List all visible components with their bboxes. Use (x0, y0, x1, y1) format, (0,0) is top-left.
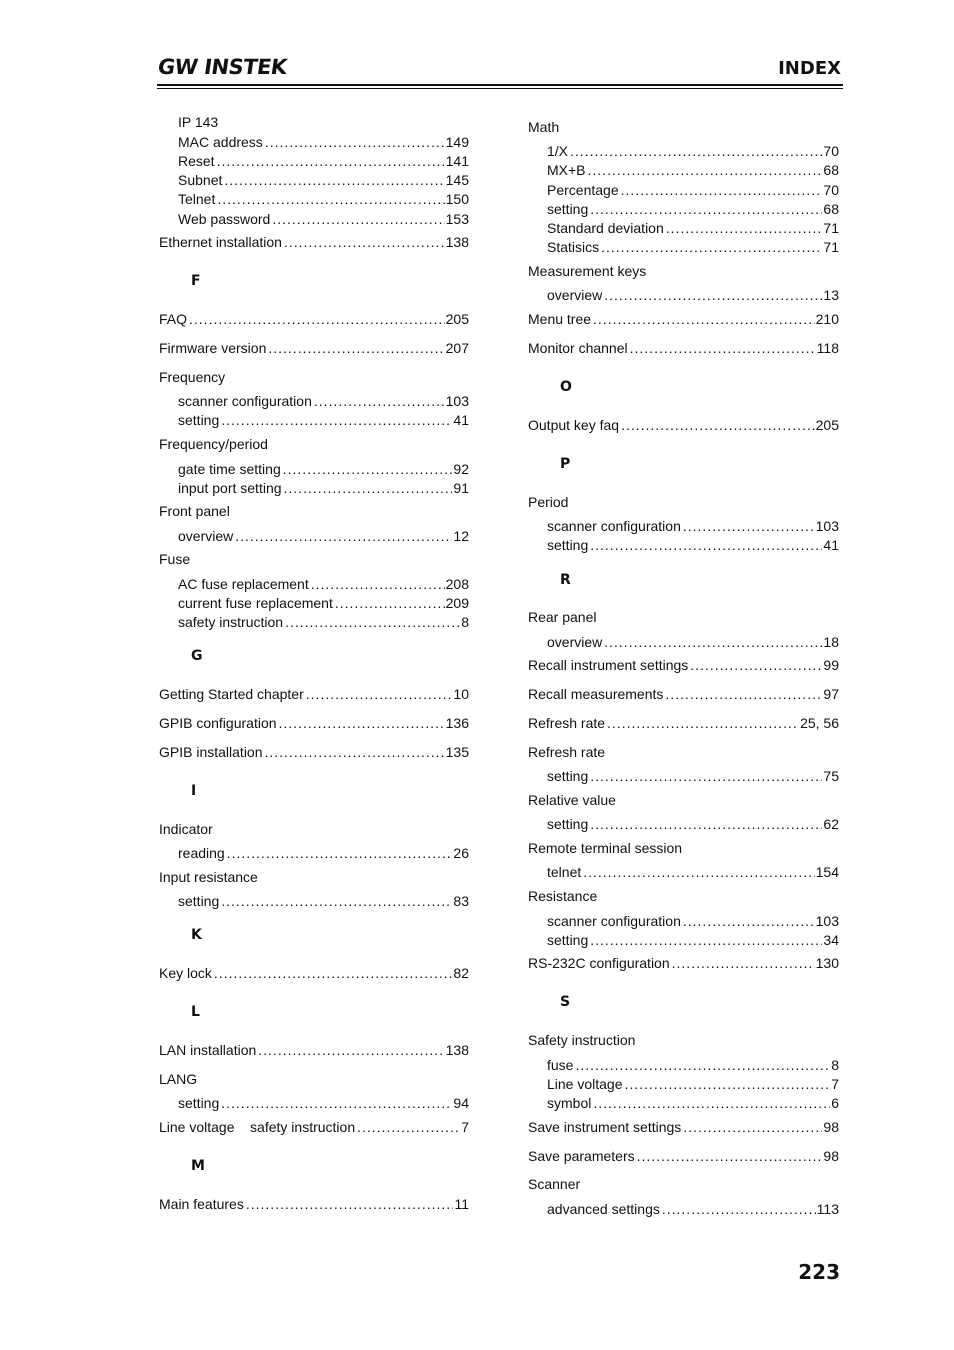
entry-term: Statisics (547, 239, 600, 255)
entry-term: Save parameters (528, 1148, 635, 1164)
dot-leader (666, 219, 823, 238)
entry-term: setting (178, 1095, 220, 1111)
entry-term: Safety instruction (528, 1032, 636, 1048)
entry-term: fuse (547, 1057, 574, 1073)
dot-leader (607, 714, 799, 733)
entry-term: setting (178, 893, 220, 909)
index-subentry (547, 161, 839, 180)
dot-leader (690, 656, 822, 675)
entry-page-ref: 98 (823, 1148, 839, 1164)
index-letter-heading: L (191, 1004, 200, 1020)
entry-page-ref: 205 (815, 417, 839, 433)
index-entry (159, 964, 469, 983)
entry-page-ref: 97 (823, 686, 839, 702)
dot-leader (683, 1118, 822, 1137)
entry-page-ref: 10 (453, 686, 469, 702)
entry-term: scanner configuration (547, 913, 681, 929)
entry-term: reading (178, 845, 225, 861)
index-subentry (178, 479, 469, 498)
entry-term: Front panel (159, 503, 230, 519)
index-entry (528, 685, 839, 704)
index-subentry (178, 411, 469, 430)
entry-page-ref: 130 (815, 955, 839, 971)
index-subentry (547, 219, 839, 238)
index-letter-heading: R (560, 572, 571, 588)
index-entry (528, 310, 839, 329)
index-letter-heading: K (191, 927, 202, 943)
entry-term: Ethernet installation (159, 234, 282, 250)
dot-leader (227, 844, 453, 863)
index-subentry (547, 863, 839, 882)
index-entry (528, 954, 839, 973)
index-letter-heading: I (191, 783, 197, 799)
dot-leader (621, 416, 815, 435)
index-entry (159, 743, 469, 762)
dot-leader (246, 1195, 454, 1214)
entry-page-ref: 209 (445, 595, 469, 611)
entry-page-ref: 103 (815, 913, 839, 929)
index-subentry (178, 171, 469, 190)
index-entry (528, 1147, 839, 1166)
dot-leader (235, 527, 452, 546)
entry-page-ref: 8 (461, 614, 469, 630)
entry-term: Refresh rate (528, 715, 606, 731)
entry-term: Input resistance (159, 869, 258, 885)
entry-page-ref: 70 (823, 143, 839, 159)
index-subentry (547, 536, 839, 555)
dot-leader (314, 392, 445, 411)
entry-page-ref: 103 (815, 518, 839, 534)
entry-page-ref: 41 (453, 412, 469, 428)
dot-leader (285, 613, 460, 632)
dot-leader (604, 633, 822, 652)
entry-term: Key lock (159, 965, 212, 981)
dot-leader (224, 171, 444, 190)
index-subentry (178, 460, 469, 479)
entry-term: LAN installation (159, 1042, 257, 1058)
entry-page-ref: 68 (823, 162, 839, 178)
dot-leader (221, 411, 452, 430)
entry-term: Getting Started chapter (159, 686, 304, 702)
entry-page-ref: 70 (823, 182, 839, 198)
dot-leader (575, 1056, 830, 1075)
index-subentry (547, 238, 839, 257)
dot-leader (590, 200, 822, 219)
dot-leader (221, 1094, 452, 1113)
index-entry (159, 550, 469, 569)
entry-term: Menu tree (528, 311, 592, 327)
index-entry (528, 1031, 839, 1050)
entry-page-ref: 99 (823, 657, 839, 673)
entry-term: Line voltage (547, 1076, 623, 1092)
dot-leader (662, 1200, 816, 1219)
index-entry (159, 714, 469, 733)
entry-page-ref: 34 (823, 932, 839, 948)
dot-leader (590, 931, 822, 950)
entry-term: Line voltage safety instruction (159, 1119, 356, 1135)
index-subentry (178, 527, 469, 546)
dot-leader (265, 133, 445, 152)
entry-term: symbol (547, 1095, 592, 1111)
dot-leader (311, 575, 445, 594)
index-subentry (178, 594, 469, 613)
entry-term: Period (528, 494, 569, 510)
dot-leader (279, 714, 445, 733)
entry-page-ref: 208 (445, 576, 469, 592)
entry-term: safety instruction (178, 614, 284, 630)
entry-page-ref: 41 (823, 537, 839, 553)
entry-page-ref: 210 (815, 311, 839, 327)
index-subentry (178, 133, 469, 152)
index-entry (159, 233, 469, 252)
index-letter-heading: M (191, 1158, 205, 1174)
entry-term: Output key faq (528, 417, 620, 433)
entry-term: current fuse replacement (178, 595, 333, 611)
entry-page-ref: 138 (445, 234, 469, 250)
entry-term: RS-232C configuration (528, 955, 670, 971)
index-column-right (528, 0, 839, 1350)
index-entry (528, 118, 839, 137)
dot-leader (593, 310, 815, 329)
dot-leader (588, 161, 823, 180)
entry-term: setting (547, 201, 589, 217)
entry-term: input port setting (178, 480, 282, 496)
index-subentry (178, 152, 469, 171)
index-entry (159, 868, 469, 887)
index-entry (528, 839, 839, 858)
index-column-left (159, 0, 469, 1350)
index-entry (159, 1041, 469, 1060)
entry-page-ref: 82 (453, 965, 469, 981)
entry-term: Rear panel (528, 609, 597, 625)
entry-term: setting (547, 816, 589, 832)
entry-term: telnet (547, 864, 582, 880)
entry-page-ref: 136 (445, 715, 469, 731)
entry-page-ref: 26 (453, 845, 469, 861)
entry-page-ref: 25, 56 (800, 715, 839, 731)
index-entry (528, 887, 839, 906)
index-entry (159, 685, 469, 704)
index-subentry (547, 181, 839, 200)
index-subentry (547, 1200, 839, 1219)
entry-term: AC fuse replacement (178, 576, 309, 592)
index-subentry (547, 286, 839, 305)
entry-term: MAC address (178, 134, 263, 150)
dot-leader (258, 1041, 444, 1060)
entry-term: FAQ (159, 311, 188, 327)
section-title: INDEX (778, 58, 841, 79)
entry-page-ref: 135 (445, 744, 469, 760)
brand-logo: GW INSTEK (156, 55, 289, 79)
entry-term: gate time setting (178, 461, 281, 477)
index-subentry (547, 931, 839, 950)
index-entry (159, 435, 469, 454)
index-entry (528, 1118, 839, 1137)
entry-page-ref: 8 (831, 1057, 839, 1073)
entry-term: setting (547, 932, 589, 948)
dot-leader (630, 339, 816, 358)
entry-term: setting (547, 768, 589, 784)
entry-term: Frequency/period (159, 436, 268, 452)
index-entry (159, 1070, 469, 1089)
index-subentry (178, 210, 469, 229)
entry-term: 1/X (547, 143, 569, 159)
dot-leader (283, 460, 453, 479)
entry-page-ref: 141 (445, 153, 469, 169)
entry-term: Subnet (178, 172, 223, 188)
entry-term: Reset (178, 153, 215, 169)
entry-term: setting (178, 412, 220, 428)
dot-leader (272, 210, 444, 229)
index-subentry (178, 892, 469, 911)
index-entry (528, 714, 839, 733)
index-subentry (547, 200, 839, 219)
entry-term: Resistance (528, 888, 598, 904)
entry-term: Frequency (159, 369, 226, 385)
entry-page-ref: 91 (453, 480, 469, 496)
entry-term: Recall instrument settings (528, 657, 689, 673)
index-entry (528, 656, 839, 675)
dot-leader (265, 743, 445, 762)
entry-page-ref: 11 (454, 1196, 469, 1212)
entry-term: Percentage (547, 182, 619, 198)
entry-page-ref: 150 (445, 191, 469, 207)
dot-leader (268, 339, 444, 358)
index-subentry (547, 633, 839, 652)
entry-term: Remote terminal session (528, 840, 683, 856)
index-entry (528, 416, 839, 435)
entry-term: overview (547, 634, 603, 650)
index-subentry (178, 1094, 469, 1113)
entry-term: overview (547, 287, 603, 303)
index-entry (159, 368, 469, 387)
entry-page-ref: 94 (453, 1095, 469, 1111)
entry-term: Save instrument settings (528, 1119, 682, 1135)
dot-leader (357, 1118, 460, 1137)
index-entry (159, 1118, 469, 1137)
entry-page-ref: 138 (445, 1042, 469, 1058)
entry-term: Main features (159, 1196, 244, 1212)
index-subentry (178, 190, 469, 209)
entry-term: Scanner (528, 1176, 581, 1192)
entry-page-ref: 92 (453, 461, 469, 477)
dot-leader (625, 1075, 831, 1094)
entry-term: Standard deviation (547, 220, 664, 236)
entry-term: Monitor channel (528, 340, 628, 356)
dot-leader (672, 954, 815, 973)
index-letter-heading: S (560, 994, 571, 1010)
index-entry (528, 1175, 839, 1194)
index-entry (159, 310, 469, 329)
index-subentry (178, 575, 469, 594)
entry-page-ref: 98 (823, 1119, 839, 1135)
dot-leader (604, 286, 822, 305)
index-entry (528, 493, 839, 512)
dot-leader (590, 767, 822, 786)
entry-page-ref: 149 (445, 134, 469, 150)
entry-term: Web password (178, 211, 271, 227)
dot-leader (601, 238, 822, 257)
index-subentry (547, 517, 839, 536)
dot-leader (284, 233, 445, 252)
entry-page-ref: 68 (823, 201, 839, 217)
index-letter-heading: O (560, 379, 572, 395)
entry-page-ref: 145 (445, 172, 469, 188)
entry-term: advanced settings (547, 1201, 660, 1217)
entry-term: LANG (159, 1071, 198, 1087)
entry-term: Relative value (528, 792, 616, 808)
entry-page-ref: 13 (823, 287, 839, 303)
index-entry (159, 502, 469, 521)
index-letter-heading: F (191, 273, 201, 289)
dot-leader (637, 1147, 823, 1166)
index-letter-heading: G (191, 648, 203, 664)
dot-leader (214, 964, 453, 983)
index-entry (528, 339, 839, 358)
entry-term: Telnet (178, 191, 216, 207)
entry-page-ref: 205 (445, 311, 469, 327)
entry-term: GPIB configuration (159, 715, 277, 731)
dot-leader (683, 912, 815, 931)
entry-page-ref: 71 (823, 220, 839, 236)
index-subentry (547, 1056, 839, 1075)
dot-leader (621, 181, 823, 200)
dot-leader (583, 863, 814, 882)
entry-page-ref: 113 (816, 1201, 839, 1217)
dot-leader (683, 517, 815, 536)
page-number: 223 (798, 1260, 840, 1284)
dot-leader (570, 142, 822, 161)
dot-leader (590, 536, 822, 555)
index-subentry (547, 767, 839, 786)
entry-page-ref: 12 (453, 528, 469, 544)
entry-page-ref: 83 (453, 893, 469, 909)
entry-page-ref: 75 (823, 768, 839, 784)
index-entry (528, 608, 839, 627)
index-entry (528, 791, 839, 810)
index-letter-heading: P (560, 456, 571, 472)
entry-term: GPIB installation (159, 744, 263, 760)
index-entry (528, 743, 839, 762)
dot-leader (665, 685, 822, 704)
dot-leader (221, 892, 452, 911)
index-entry (528, 262, 839, 281)
entry-page-ref: 7 (461, 1119, 469, 1135)
index-subentry (178, 613, 469, 632)
index-subentry (547, 1075, 839, 1094)
entry-term: MX+B (547, 162, 586, 178)
entry-term: Firmware version (159, 340, 267, 356)
dot-leader (590, 815, 822, 834)
entry-page-ref: 207 (445, 340, 469, 356)
entry-term: scanner configuration (547, 518, 681, 534)
entry-term: scanner configuration (178, 393, 312, 409)
index-subentry (547, 142, 839, 161)
entry-term: Measurement keys (528, 263, 647, 279)
index-entry (159, 820, 469, 839)
entry-page-ref: 153 (445, 211, 469, 227)
entry-term: Indicator (159, 821, 213, 837)
entry-page-ref: 154 (815, 864, 839, 880)
entry-page-ref: 71 (823, 239, 839, 255)
entry-term: Fuse (159, 551, 191, 567)
dot-leader (217, 190, 444, 209)
index-subentry (547, 912, 839, 931)
entry-term: IP 143 (178, 114, 219, 130)
entry-page-ref: 7 (831, 1076, 839, 1092)
index-subentry (178, 392, 469, 411)
dot-leader (189, 310, 445, 329)
index-subentry (178, 844, 469, 863)
entry-term: Refresh rate (528, 744, 606, 760)
entry-term: setting (547, 537, 589, 553)
entry-page-ref: 18 (823, 634, 839, 650)
dot-leader (335, 594, 445, 613)
entry-page-ref: 118 (816, 340, 839, 356)
index-entry (159, 1195, 469, 1214)
dot-leader (284, 479, 453, 498)
index-subentry (178, 113, 469, 132)
dot-leader (593, 1094, 830, 1113)
entry-term: Recall measurements (528, 686, 664, 702)
dot-leader (306, 685, 453, 704)
entry-term: Math (528, 119, 560, 135)
index-subentry (547, 815, 839, 834)
index-subentry (547, 1094, 839, 1113)
dot-leader (217, 152, 445, 171)
index-entry (159, 339, 469, 358)
entry-page-ref: 6 (831, 1095, 839, 1111)
entry-page-ref: 103 (445, 393, 469, 409)
entry-page-ref: 62 (823, 816, 839, 832)
entry-term: overview (178, 528, 234, 544)
